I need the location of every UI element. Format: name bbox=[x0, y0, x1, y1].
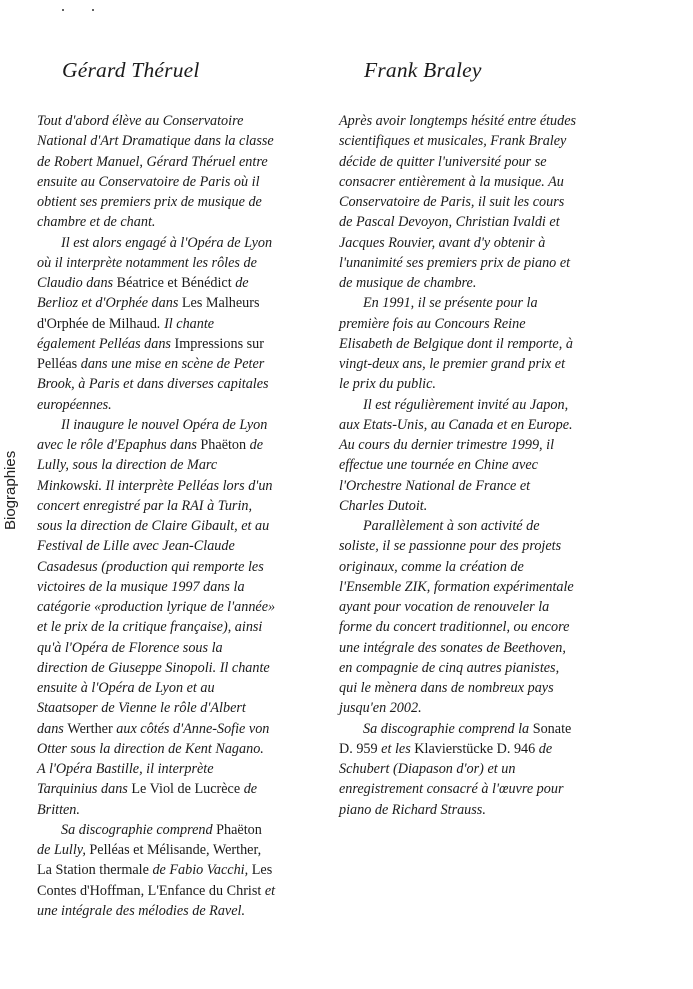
work-title-text: Phaëton bbox=[200, 437, 247, 453]
text-line bbox=[37, 334, 333, 354]
text-line bbox=[339, 374, 629, 394]
text-segment: soliste, il se passionne pour des projets bbox=[339, 538, 562, 555]
right-column-title: Frank Braley bbox=[364, 58, 482, 82]
text-line bbox=[37, 435, 333, 455]
text-line bbox=[37, 638, 333, 658]
theruel-biography bbox=[37, 111, 333, 921]
text-line bbox=[37, 476, 333, 496]
text-segment: aux côtés d'Anne-Sofie von bbox=[112, 720, 270, 737]
work-title-text: Sonate bbox=[532, 720, 572, 737]
text-line bbox=[37, 617, 333, 637]
text-segment: une intégrale des mélodies de Ravel. bbox=[37, 902, 246, 919]
text-segment: originaux, comme la création de bbox=[339, 558, 524, 575]
text-line bbox=[339, 192, 629, 212]
text-line bbox=[339, 293, 629, 313]
text-segment: de bbox=[535, 740, 553, 757]
text-segment: de musique de chambre. bbox=[339, 275, 477, 291]
text-line bbox=[37, 111, 333, 131]
text-segment: de bbox=[246, 437, 264, 453]
text-segment: aux Etats-Unis, au Canada et en Europe. bbox=[339, 416, 573, 433]
text-line bbox=[339, 617, 629, 637]
text-line bbox=[37, 840, 333, 860]
text-line bbox=[37, 658, 333, 678]
text-segment: Claudio dans bbox=[37, 275, 117, 291]
text-line bbox=[339, 476, 629, 496]
text-line bbox=[37, 536, 333, 556]
text-line bbox=[339, 131, 629, 151]
left-column-title: Gérard Théruel bbox=[62, 58, 200, 82]
text-segment: ensuite au Conservatoire de Paris où il bbox=[37, 173, 260, 190]
text-segment: également Pelléas dans bbox=[37, 335, 175, 352]
text-segment: première fois au Concours Reine bbox=[339, 315, 526, 332]
text-line bbox=[37, 759, 333, 779]
text-line bbox=[339, 739, 629, 759]
text-segment: Jacques Rouvier, avant d'y obtenir à bbox=[339, 234, 546, 251]
text-segment: européennes. bbox=[37, 396, 112, 413]
scan-speck bbox=[62, 9, 64, 11]
text-segment: avec le rôle d'Epaphus dans bbox=[37, 437, 201, 453]
text-line bbox=[37, 374, 333, 394]
work-title-text: La Station thermale bbox=[37, 862, 149, 879]
text-segment: Festival de Lille avec Jean-Claude bbox=[37, 538, 235, 555]
text-line bbox=[339, 152, 629, 172]
text-segment: dans une mise en scène de Peter bbox=[77, 356, 265, 372]
work-title-text: Les bbox=[251, 862, 273, 879]
text-line bbox=[37, 820, 333, 840]
text-segment: Il est régulièrement invité au Japon, bbox=[363, 396, 569, 413]
text-line bbox=[37, 212, 333, 232]
text-segment: de bbox=[231, 275, 249, 291]
text-line bbox=[37, 395, 333, 415]
work-title-text: Pelléas et Mélisande, Werther, bbox=[89, 842, 262, 858]
text-segment: jusqu'en 2002. bbox=[339, 700, 422, 717]
text-line bbox=[339, 334, 629, 354]
text-line bbox=[37, 415, 333, 435]
text-line bbox=[37, 314, 333, 334]
text-segment: Britten. bbox=[37, 801, 80, 818]
text-line bbox=[339, 577, 629, 597]
text-segment: de Fabio Vacchi, bbox=[148, 862, 252, 879]
text-segment: de Lully, bbox=[37, 842, 90, 858]
text-line bbox=[37, 800, 333, 820]
text-segment: En 1991, il se présente pour la bbox=[363, 295, 538, 312]
text-line bbox=[37, 172, 333, 192]
text-segment: Charles Dutoit. bbox=[339, 497, 428, 514]
text-line bbox=[339, 435, 629, 455]
text-line bbox=[37, 192, 333, 212]
work-title-text: Klavierstücke D. 946 bbox=[414, 740, 536, 757]
text-segment: Au cours du dernier trimestre 1999, il bbox=[339, 437, 555, 453]
text-line bbox=[37, 273, 333, 293]
text-segment: Après avoir longtemps hésité entre études bbox=[339, 113, 577, 129]
text-segment: Tarquinius dans bbox=[37, 781, 132, 798]
work-title-text: d'Orphée de Milhaud bbox=[37, 315, 157, 332]
text-line bbox=[339, 233, 629, 253]
text-segment: vingt-deux ans, le premier grand prix et bbox=[339, 356, 566, 372]
text-line bbox=[339, 678, 629, 698]
text-line bbox=[339, 536, 629, 556]
work-title-text: Le Viol de Lucrèce bbox=[131, 781, 241, 798]
work-title-text: Phaëton bbox=[216, 821, 262, 838]
text-segment: décide de quitter l'université pour se bbox=[339, 153, 547, 170]
text-segment: ensuite à l'Opéra de Lyon et au bbox=[37, 680, 215, 696]
text-line bbox=[37, 516, 333, 536]
text-segment: A l'Opéra Bastille, il interprète bbox=[37, 761, 214, 777]
text-segment: Staatsoper de Vienne le rôle d'Albert bbox=[37, 700, 246, 717]
text-segment: Minkowski. Il interprète Pelléas lors d'un bbox=[37, 477, 273, 494]
text-line bbox=[339, 516, 629, 536]
text-line bbox=[339, 172, 629, 192]
text-segment: National d'Art Dramatique dans la classe bbox=[37, 133, 274, 150]
text-line bbox=[37, 577, 333, 597]
text-line bbox=[339, 597, 629, 617]
text-segment: qui le mènera dans de nombreux pays bbox=[339, 680, 554, 696]
text-segment: Elisabeth de Belgique dont il remporte, à bbox=[339, 335, 573, 352]
work-title-text: D. 959 bbox=[339, 740, 378, 757]
section-side-label: Biographies bbox=[2, 450, 19, 530]
text-line bbox=[339, 253, 629, 273]
text-line bbox=[37, 901, 333, 921]
text-segment: Schubert (Diapason d'or) et un bbox=[339, 761, 516, 777]
text-segment: une intégrale des sonates de Beethoven, bbox=[339, 639, 566, 656]
work-title-text: Béatrice et Bénédict bbox=[116, 275, 232, 291]
text-line bbox=[339, 719, 629, 739]
work-title-text: Contes d'Hoffman, L'Enfance du Christ bbox=[37, 882, 262, 899]
text-line bbox=[37, 678, 333, 698]
text-line bbox=[339, 698, 629, 718]
text-segment: Il est alors engagé à l'Opéra de Lyon bbox=[61, 234, 273, 251]
text-segment: obtient ses premiers prix de musique de bbox=[37, 194, 262, 210]
text-line bbox=[37, 698, 333, 718]
text-segment: de bbox=[240, 781, 258, 798]
text-line bbox=[339, 212, 629, 232]
text-line bbox=[37, 881, 333, 901]
text-segment: Parallèlement à son activité de bbox=[363, 518, 540, 534]
text-segment: Berlioz et d'Orphée dans bbox=[37, 295, 182, 312]
text-segment: qu'à l'Opéra de Florence sous la bbox=[37, 639, 223, 656]
text-segment: forme du concert traditionnel, ou encore bbox=[339, 619, 570, 636]
text-line bbox=[339, 273, 629, 293]
text-line bbox=[339, 658, 629, 678]
work-title-text: Pelléas bbox=[37, 356, 78, 372]
text-line bbox=[339, 395, 629, 415]
text-segment: où il interprète notamment les rôles de bbox=[37, 254, 257, 271]
text-segment: et les bbox=[377, 740, 415, 757]
text-line bbox=[37, 779, 333, 799]
text-segment: et le prix de la critique française), ainsi bbox=[37, 619, 263, 636]
text-line bbox=[37, 354, 333, 374]
text-line bbox=[37, 233, 333, 253]
braley-biography bbox=[339, 111, 629, 820]
text-line bbox=[37, 719, 333, 739]
text-segment: . Il chante bbox=[156, 315, 215, 332]
text-segment: dans bbox=[37, 720, 68, 737]
text-line bbox=[339, 638, 629, 658]
text-line bbox=[37, 496, 333, 516]
text-segment: Brook, à Paris et dans diverses capitales bbox=[37, 376, 269, 393]
work-title-text: Les Malheurs bbox=[181, 295, 260, 312]
text-line bbox=[339, 800, 629, 820]
text-line bbox=[37, 557, 333, 577]
text-segment: Sa discographie comprend bbox=[61, 821, 217, 838]
text-line bbox=[37, 293, 333, 313]
text-line bbox=[37, 455, 333, 475]
text-segment: Casadesus (production qui remporte les bbox=[37, 558, 264, 575]
text-line bbox=[37, 152, 333, 172]
text-segment: sous la direction de Claire Gibault, et au bbox=[37, 518, 270, 534]
text-segment: consacrer entièrement à la musique. Au bbox=[339, 173, 564, 190]
text-segment: Sa discographie comprend la bbox=[363, 720, 533, 737]
text-line bbox=[339, 415, 629, 435]
text-line bbox=[37, 253, 333, 273]
text-segment: l'unanimité ses premiers prix de piano et bbox=[339, 254, 571, 271]
scan-speck bbox=[92, 9, 94, 11]
text-line bbox=[37, 860, 333, 880]
text-segment: ayant pour vocation de renouveler la bbox=[339, 599, 550, 615]
text-line bbox=[37, 739, 333, 759]
text-segment: Il inaugure le nouvel Opéra de Lyon bbox=[61, 416, 268, 433]
text-segment: et bbox=[261, 882, 276, 899]
text-segment: effectue une tournée en Chine avec bbox=[339, 457, 538, 474]
text-line bbox=[339, 779, 629, 799]
text-line bbox=[339, 557, 629, 577]
text-segment: de Robert Manuel, Gérard Théruel entre bbox=[37, 153, 268, 170]
text-segment: scientifiques et musicales, Frank Braley bbox=[339, 133, 567, 150]
text-line bbox=[339, 354, 629, 374]
text-line bbox=[339, 455, 629, 475]
text-segment: victoires de la musique 1997 dans la bbox=[37, 578, 245, 595]
text-segment: concert enregistré par la RAI à Turin, bbox=[37, 497, 253, 514]
text-line bbox=[339, 111, 629, 131]
text-segment: chambre et de chant. bbox=[37, 214, 156, 231]
text-line bbox=[37, 597, 333, 617]
work-title-text: Impressions sur bbox=[174, 335, 264, 352]
text-segment: l'Ensemble ZIK, formation expérimentale bbox=[339, 578, 574, 595]
text-segment: enregistrement consacré à l'œuvre pour bbox=[339, 781, 564, 798]
text-segment: en compagnie de cinq autres pianistes, bbox=[339, 659, 560, 676]
text-segment: de Pascal Devoyon, Christian Ivaldi et bbox=[339, 214, 560, 231]
text-segment: catégorie «production lyrique de l'année» bbox=[37, 599, 276, 615]
text-segment: Lully, sous la direction de Marc bbox=[37, 457, 218, 474]
work-title-text: Werther bbox=[67, 720, 113, 737]
text-segment: Conservatoire de Paris, il suit les cours bbox=[339, 194, 565, 210]
text-line bbox=[339, 759, 629, 779]
text-segment: le prix du public. bbox=[339, 376, 436, 393]
text-segment: Tout d'abord élève au Conservatoire bbox=[37, 113, 244, 129]
text-line bbox=[339, 496, 629, 516]
text-segment: direction de Giuseppe Sinopoli. Il chante bbox=[37, 659, 270, 676]
text-segment: piano de Richard Strauss. bbox=[339, 801, 486, 818]
text-segment: Otter sous la direction de Kent Nagano. bbox=[37, 740, 264, 757]
text-line bbox=[339, 314, 629, 334]
text-line bbox=[37, 131, 333, 151]
text-segment: l'Orchestre National de France et bbox=[339, 477, 531, 494]
